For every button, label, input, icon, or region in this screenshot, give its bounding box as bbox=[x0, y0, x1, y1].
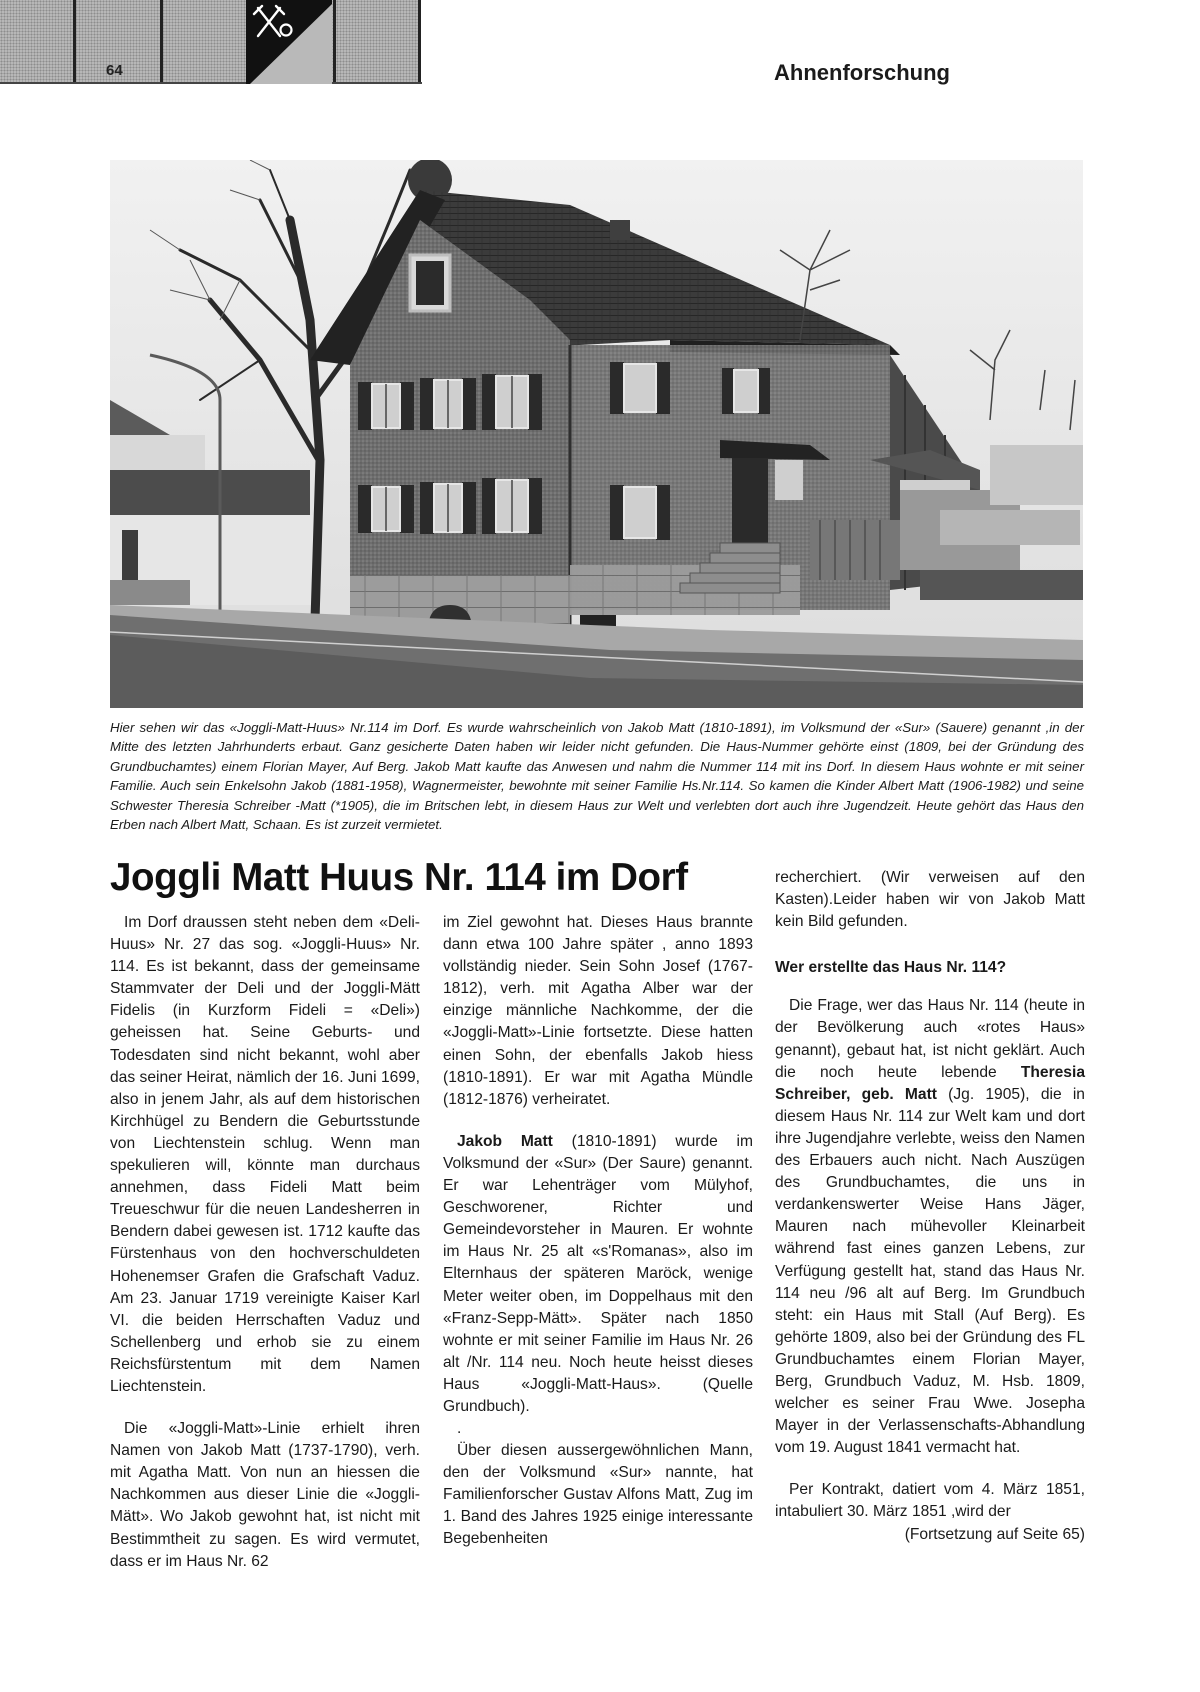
body-paragraph bbox=[775, 995, 1085, 1459]
body-paragraph: Die «Joggli-Matt»-Linie erhielt ihren Namen von Jakob Matt (1737-1790), verh. mit Agatha Matt. Von nun an hiessen die Nachkommen aus dieser Linie die «Joggli-Mätt». Wo Jakob gewohnt hat, ist nicht mit Bestimmtheit zu sagen. Es wird vermutet, dass er im Haus Nr. 62 bbox=[110, 1420, 420, 1570]
body-paragraph bbox=[443, 1131, 753, 1418]
section-title: Ahnenforschung bbox=[774, 60, 950, 85]
person-name-bold: Jakob Matt bbox=[457, 1132, 553, 1150]
header-divider bbox=[333, 0, 336, 84]
house-photo-icon bbox=[110, 160, 1083, 708]
photo-caption: Hier sehen wir das «Joggli-Matt-Huus» Nr.114 im Dorf. Es wurde wahrscheinlich von Jakob Matt (1810-1891), im Volksmund der «Sur» (Sauere) genannt ,in der Mitte des letzten Jahrhunderts erbaut. Ganz gesicherte Daten haben wir leider nicht gefunden. Die Haus-Nummer gehörte einst (1809, bei der Gründung des Grundbuchamtes) einem Florian Mayer, Auf Berg. Jakob Matt kaufte das Anwesen und nahm die Nummer 114 mit ins Dorf. In diesem Haus wohnte er mit seiner Familie. Auch sein Enkelsohn Jakob (1881-1958), Wagnermeister, bewohnte mit seiner Familie Hs.Nr.114. So kamen die Kinder Albert Matt (1906-1982) und seine Schwester Theresia Schreiber -Matt (*1905), die im Britschen lebt, in diesem Haus zur Welt und verlebten dort auch ihre Jugendzeit. Heute gehört das Haus den Erben nach Albert Matt, Schaan. Es ist zurzeit vermietet. bbox=[110, 720, 1084, 833]
header-divider bbox=[73, 0, 76, 84]
header-divider bbox=[418, 0, 421, 84]
article-headline: Joggli Matt Huus Nr. 114 im Dorf bbox=[110, 856, 688, 899]
article-column-3 bbox=[775, 867, 1085, 1546]
body-paragraph: Per Kontrakt, datiert vom 4. März 1851, intabuliert 30. März 1851 ,wird der bbox=[775, 1481, 1085, 1521]
body-paragraph: Über diesen aussergewöhnlichen Mann, den der Volksmund «Sur» nannte, hat Familienforscher Gustav Alfons Matt, Zug im 1. Band des Jahres 1925 einige interessante Begebenheiten bbox=[443, 1442, 753, 1548]
stray-dot: . bbox=[457, 1420, 462, 1438]
article-subheading: Wer erstellte das Haus Nr. 114? bbox=[775, 959, 1007, 977]
body-paragraph: im Ziel gewohnt hat. Dieses Haus brannte dann etwa 100 Jahre später , anno 1893 vollständig nieder. Sein Sohn Josef (1767-1812), verh. mit Agatha Alber war der einzige männliche Nachkomme, der die «Joggli-Matt»-Linie fortsetzte. Diese hatten einen Sohn, der ebenfalls Jakob hiess (1810-1891). Er war mit Agatha Mündle (1812-1876) verheiratet. bbox=[443, 914, 753, 1108]
crossed-tools-emblem-icon bbox=[246, 0, 332, 84]
article-column-1 bbox=[110, 912, 420, 1573]
article-column-2 bbox=[443, 912, 753, 1551]
person-name-bold: Theresia Schreiber, geb. Matt bbox=[775, 1063, 1085, 1103]
body-paragraph: recherchiert. (Wir verweisen auf den Kasten).Leider haben wir von Jakob Matt kein Bild gefunden. bbox=[775, 869, 1085, 931]
continuation-note: (Fortsetzung auf Seite 65) bbox=[904, 1525, 1085, 1543]
body-text: (Jg. 1905), die in diesem Haus Nr. 114 zur Welt kam und dort ihre Jugendjahre verlebte, weiss den Namen des Erbauers auch nicht. Nach Auszügen des Grundbuchamtes, die uns in verdankenswerter Weise Hans Jäger, Mauren nach mühevoller Kleinarbeit während fast eines ganzen Lebens, zur Verfügung gestellt hat, stand das Haus Nr. 114 neu /96 alt auf Berg. Im Grundbuch steht: ein Haus mit Stall (Auf Berg). Es gehörte 1809, also bei der Gründung des FL Grundbuchamtes einem Florian Mayer, Berg, Grundbuch Vaduz, M. Hsb. 1809, welcher es seiner Frau Wwe. Josepha Mayer in der Verlassenschafts-Abhandlung vom 19. August 1841 vermacht hat. bbox=[775, 1085, 1085, 1457]
header-halftone-strip bbox=[0, 0, 420, 82]
page-number: 64 bbox=[106, 62, 123, 79]
header-baseline bbox=[0, 82, 422, 84]
header-divider bbox=[160, 0, 163, 84]
body-text: Die Frage, wer das Haus Nr. 114 (heute in der Bevölkerung auch «rotes Haus» genannt), gebaut hat, ist nicht geklärt. Auch die noch heute lebende bbox=[775, 997, 1085, 1081]
body-paragraph: Im Dorf draussen steht neben dem «Deli-Huus» Nr. 27 das sog. «Joggli-Huus» Nr. 114. Es ist bekannt, dass der gemeinsame Stammvater der Deli und der Joggli-Mätt Fidelis (in Kurzform Fideli = «Deli») geheissen hat. Seine Geburts- und Todesdaten sind nicht bekannt, wohl aber das seiner Heirat, nämlich der 16. Juni 1699, also in jenem Jahr, als auf dem historischen Kirchhügel zu Bendern die Geburtsstunde von Liechtenstein schlug. Wenn man spekulieren will, könnte man durchaus annehmen, dass Fideli Matt beim Treueschwur für die neuen Landesherren in Bendern dabei gewesen ist. 1712 kaufte das Fürstenhaus von den hochverschuldeten Hohenemser Grafen die Grafschaft Vaduz. Am 23. Januar 1719 vereinigte Kaiser Karl VI. die beiden Herrschaften Vaduz und Schellenberg und erhob sie zu einem Reichsfürstentum mit dem Namen Liechtenstein. bbox=[110, 914, 420, 1395]
body-text: (1810-1891) wurde im Volksmund der «Sur» (Der Saure) genannt. Er war Lehenträger vom Mülyhof, Geschworener, Richter und Gemeindevorsteher in Mauren. Er wohnte im Haus Nr. 25 alt «s'Romanas», also im Elternhaus der späteren Maröck, wenige Meter weiter oben, im Doppelhaus mit den «Franz-Sepp-Mätt». Später nach 1850 wohnte er mit seiner Familie im Haus Nr. 26 alt /Nr. 114 neu. Noch heute heisst dieses Haus «Joggli-Matt-Haus». (Quelle Grundbuch). bbox=[443, 1132, 753, 1415]
